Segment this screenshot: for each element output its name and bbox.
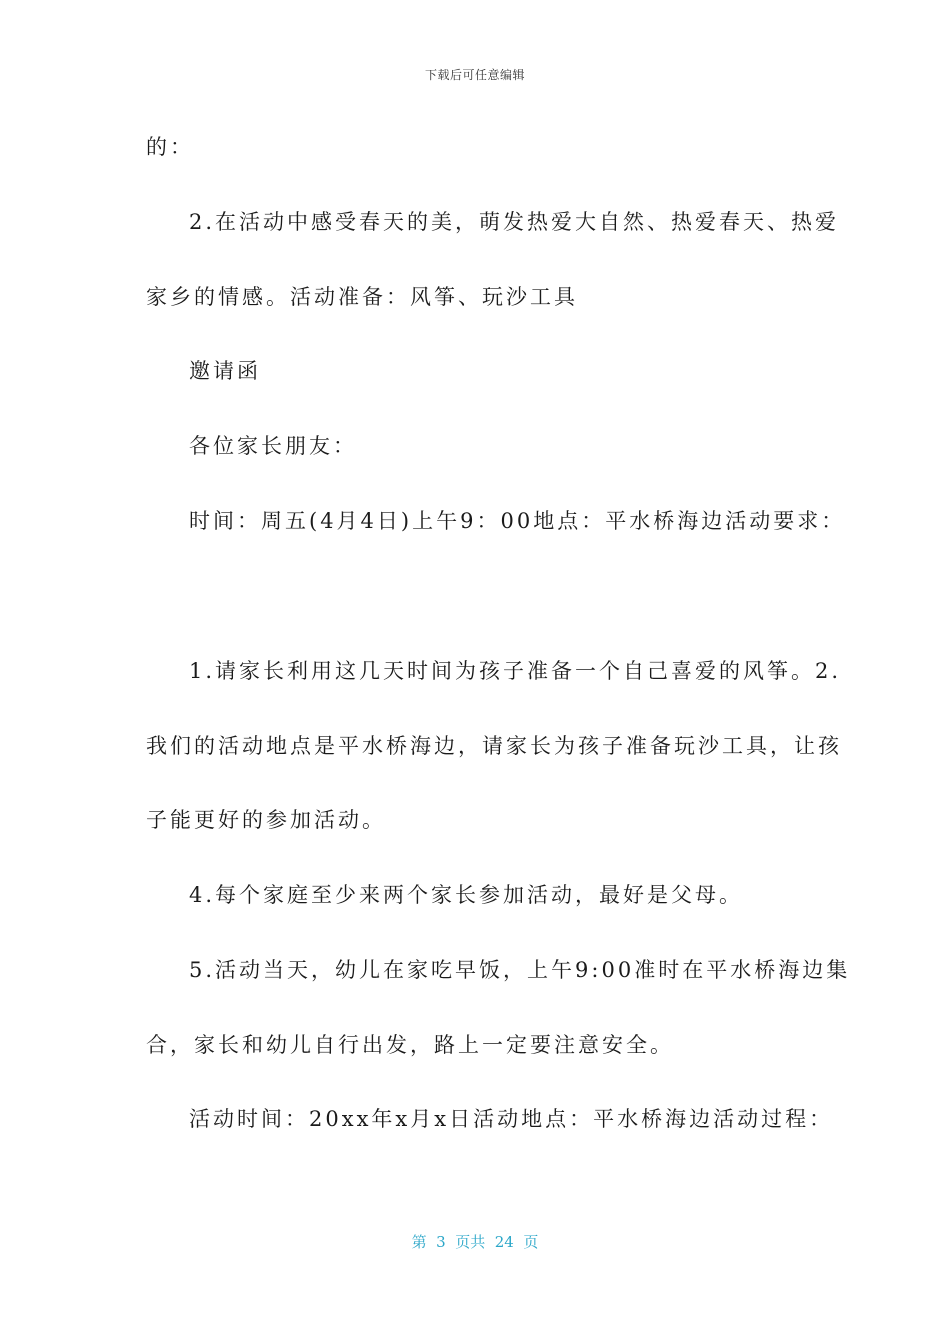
- page-number-footer: 第 3 页共 24 页: [411, 1233, 539, 1251]
- header-note: 下载后可任意编辑: [424, 68, 525, 82]
- body-line-req-2: 我们的活动地点是平水桥海边，请家长为孩子准备玩沙工具，让孩: [146, 734, 842, 758]
- salutation: 各位家长朋友：: [189, 434, 357, 458]
- invitation-title: 邀请函: [189, 359, 261, 383]
- body-line-1: 的：: [146, 135, 194, 159]
- body-line-req-1: 1.请家长利用这几天时间为孩子准备一个自己喜爱的风筝。2.: [189, 659, 842, 683]
- body-line-req-4: 4.每个家庭至少来两个家长参加活动，最好是父母。: [189, 883, 744, 907]
- body-line-req-6: 合，家长和幼儿自行出发，路上一定要注意安全。: [146, 1033, 674, 1057]
- body-line-3: 家乡的情感。活动准备：风筝、玩沙工具: [146, 285, 578, 309]
- body-line-req-3: 子能更好的参加活动。: [146, 808, 386, 832]
- body-line-activity: 活动时间：20xx年x月x日活动地点：平水桥海边活动过程：: [189, 1107, 834, 1131]
- body-line-2: 2.在活动中感受春天的美，萌发热爱大自然、热爱春天、热爱: [189, 210, 840, 234]
- body-line-req-5: 5.活动当天，幼儿在家吃早饭，上午9:00准时在平水桥海边集: [189, 958, 851, 982]
- body-line-time-place: 时间：周五(4月4日)上午9：00地点：平水桥海边活动要求：: [189, 509, 846, 533]
